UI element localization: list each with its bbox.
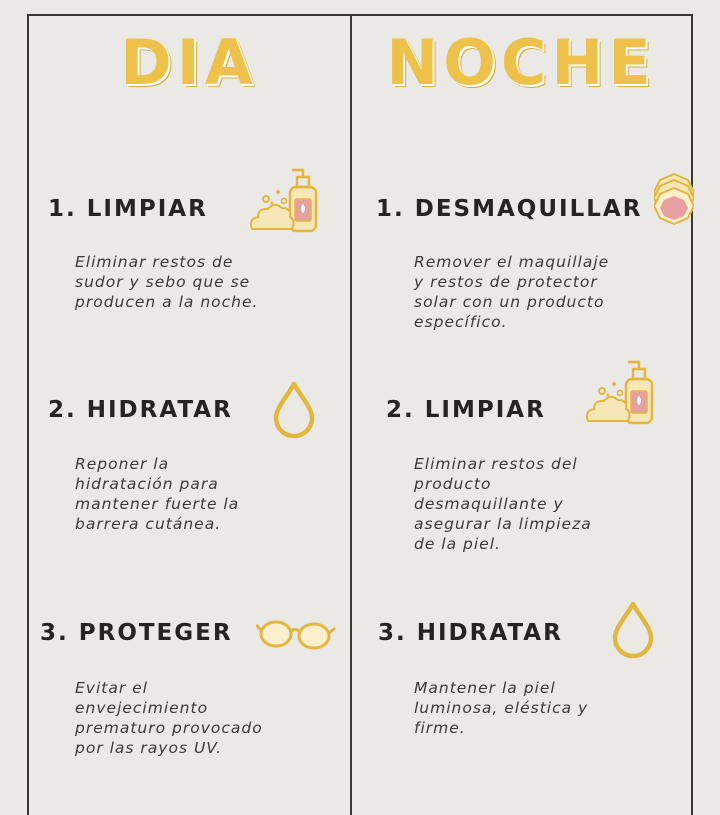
step-description [414, 454, 592, 554]
description-line: por las rayos UV. [75, 739, 223, 757]
step-description [414, 252, 609, 332]
step-heading: 2. HIDRATAR [48, 397, 233, 423]
left-border [27, 14, 29, 815]
cleanser-bottle-icon [248, 165, 320, 237]
step-description [75, 678, 263, 758]
step-heading: 3. PROTEGER [40, 620, 233, 646]
description-line: mantener fuerte la [75, 495, 240, 513]
step-description [75, 454, 239, 534]
description-line: envejecimiento [75, 699, 209, 717]
description-line: Reponer la [75, 455, 170, 473]
description-line: desmaquillante y [414, 495, 564, 513]
water-drop-icon [609, 600, 657, 660]
cleanser-bottle-icon [584, 357, 656, 429]
description-line: Eliminar restos del [414, 455, 578, 473]
step-description [75, 252, 258, 312]
description-line: barrera cutánea. [75, 515, 222, 533]
description-line: producen a la noche. [75, 293, 259, 311]
step-heading: 3. HIDRATAR [378, 620, 563, 646]
description-line: Mantener la piel [414, 679, 556, 697]
step-heading: 1. DESMAQUILLAR [376, 196, 643, 222]
step-heading: 2. LIMPIAR [386, 397, 546, 423]
description-line: de la piel. [414, 535, 501, 553]
sunglasses-icon [256, 614, 336, 656]
description-line: específico. [414, 313, 508, 331]
description-line: prematuro provocado [75, 719, 263, 737]
description-line: sudor y sebo que se [75, 273, 251, 291]
description-line: producto [414, 475, 492, 493]
description-line: Eliminar restos de [75, 253, 234, 271]
top-border [28, 14, 692, 16]
description-line: firme. [414, 719, 466, 737]
water-drop-icon [270, 380, 318, 440]
right-border [691, 14, 693, 815]
step-heading: 1. LIMPIAR [48, 196, 208, 222]
description-line: Remover el maquillaje [414, 253, 610, 271]
step-description [414, 678, 588, 738]
column-title-noche: NOCHE [386, 26, 656, 99]
cotton-pads-icon [654, 170, 694, 232]
description-line: luminosa, eléstica y [414, 699, 589, 717]
description-line: asegurar la limpieza [414, 515, 592, 533]
description-line: solar con un producto [414, 293, 605, 311]
center-divider [350, 14, 352, 815]
column-title-dia: DIA [120, 26, 258, 99]
description-line: hidratación para [75, 475, 219, 493]
description-line: Evitar el [75, 679, 148, 697]
description-line: y restos de protector [414, 273, 598, 291]
